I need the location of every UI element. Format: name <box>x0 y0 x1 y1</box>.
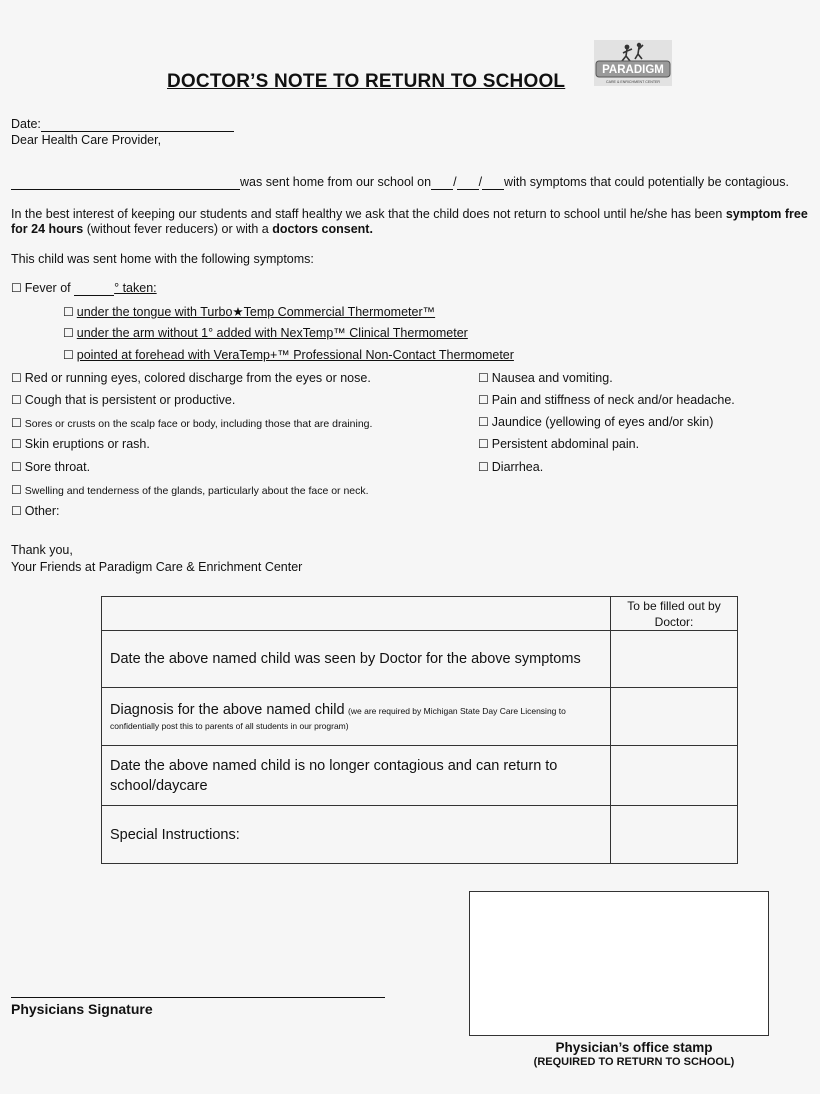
row-input-return-date[interactable] <box>611 746 738 806</box>
symptom-checkbox[interactable]: ☐ <box>478 371 489 385</box>
fever-option-checkbox[interactable]: ☐ <box>63 326 74 340</box>
symptom-item <box>478 460 543 474</box>
diagnosis-label: Diagnosis for the above named child <box>110 701 345 718</box>
year-blank[interactable] <box>482 175 504 190</box>
table-header-blank <box>102 597 611 631</box>
table-header-note: To be filled out by Doctor: <box>611 597 738 631</box>
symptom-checkbox[interactable]: ☐ <box>11 460 22 474</box>
symptom-item <box>478 393 735 407</box>
symptom-label: Cough that is persistent or productive. <box>24 393 236 407</box>
symptom-item <box>11 393 235 407</box>
sent-home-line <box>11 175 789 190</box>
symptom-item <box>11 460 90 474</box>
symptoms-text: with symptoms that could potentially be contagious. <box>504 175 789 189</box>
fever-option-label: under the arm without 1° added with NexTemp™ Clinical Thermometer <box>76 326 468 340</box>
symptom-label: Jaundice (yellowing of eyes and/or skin) <box>491 415 714 429</box>
symptom-item <box>11 371 371 385</box>
table-row <box>102 688 738 746</box>
fever-option-checkbox[interactable]: ☐ <box>63 305 74 319</box>
policy-text-mid: (without fever reducers) or with a <box>83 222 273 236</box>
closing-from: Your Friends at Paradigm Care & Enrichment Center <box>11 560 303 574</box>
symptom-item <box>11 483 369 497</box>
symptom-label: Red or running eyes, colored discharge from the eyes or nose. <box>24 371 371 385</box>
logo-wordmark: PARADIGM <box>602 64 664 76</box>
fever-checkbox[interactable]: ☐ <box>11 281 22 295</box>
table-header-row <box>102 597 738 631</box>
stamp-label: Physician’s office stamp <box>555 1040 713 1055</box>
symptom-checkbox[interactable]: ☐ <box>11 483 22 497</box>
symptom-label: Skin eruptions or rash. <box>24 437 150 451</box>
office-stamp-box[interactable] <box>469 891 769 1036</box>
month-blank[interactable] <box>431 175 453 190</box>
symptom-label: Swelling and tenderness of the glands, particularly about the face or neck. <box>24 485 369 497</box>
fever-option-label: pointed at forehead with VeraTemp+™ Professional Non-Contact Thermometer <box>76 348 514 362</box>
symptom-label: Sores or crusts on the scalp face or body, including those that are draining. <box>24 418 373 430</box>
row-input-date-seen[interactable] <box>611 631 738 688</box>
symptom-item-other <box>11 504 60 518</box>
salutation: Dear Health Care Provider, <box>11 133 162 147</box>
fever-option-arm <box>63 326 468 340</box>
policy-paragraph <box>11 207 816 237</box>
signature-label: Physicians Signature <box>11 1001 153 1017</box>
row-label-date-seen: Date the above named child was seen by Doctor for the above symptoms <box>102 631 611 688</box>
logo-subtext: CARE & ENRICHMENT CENTER <box>605 80 661 84</box>
symptoms-intro: This child was sent home with the following symptoms: <box>11 252 314 266</box>
fever-option-checkbox[interactable]: ☐ <box>63 348 74 362</box>
symptom-checkbox[interactable]: ☐ <box>478 460 489 474</box>
row-input-special[interactable] <box>611 806 738 864</box>
symptom-item <box>11 416 372 430</box>
doctor-table <box>101 596 738 864</box>
symptom-checkbox[interactable]: ☐ <box>478 415 489 429</box>
symptom-label: Diarrhea. <box>491 460 544 474</box>
policy-bold-free: free for 24 hours <box>11 207 808 236</box>
child-name-blank[interactable] <box>11 175 240 190</box>
date-sep-1: / <box>453 175 457 189</box>
symptom-item <box>11 437 150 451</box>
symptom-checkbox[interactable]: ☐ <box>11 504 22 518</box>
date-sep-2: / <box>478 175 483 189</box>
sent-home-text: was sent home from our school on <box>240 175 432 189</box>
day-blank[interactable] <box>457 175 479 190</box>
fever-label-start: Fever of <box>24 281 71 295</box>
diagnosis-note: (we are required by Michigan State Day Care Licensing to confidentially post this to parents of all students in our program) <box>110 705 566 731</box>
fever-row <box>11 281 157 296</box>
fever-option-forehead <box>63 348 514 362</box>
table-row <box>102 746 738 806</box>
stamp-note: (REQUIRED TO RETURN TO SCHOOL) <box>533 1056 735 1068</box>
symptom-checkbox[interactable]: ☐ <box>11 416 22 430</box>
fever-option-tongue <box>63 304 435 319</box>
table-row <box>102 806 738 864</box>
row-input-diagnosis[interactable] <box>611 688 738 746</box>
fever-temp-blank[interactable] <box>74 281 114 296</box>
policy-bold-consent: doctors consent. <box>272 222 373 236</box>
policy-bold-symptom: symptom <box>725 207 782 221</box>
symptom-label: Pain and stiffness of neck and/or headache. <box>491 393 735 407</box>
closing-thanks: Thank you, <box>11 543 73 557</box>
date-field <box>11 117 234 132</box>
symptom-checkbox[interactable]: ☐ <box>11 437 22 451</box>
row-label-diagnosis <box>102 688 611 746</box>
paradigm-logo <box>594 40 672 86</box>
fever-label-end: ° taken: <box>114 281 157 295</box>
signature-line[interactable] <box>11 997 385 998</box>
symptom-checkbox[interactable]: ☐ <box>478 437 489 451</box>
symptom-label: Sore throat. <box>24 460 91 474</box>
symptom-item <box>478 371 613 385</box>
fever-option-label: under the tongue with Turbo★Temp Commercial Thermometer™ <box>76 305 436 319</box>
page-title: DOCTOR’S NOTE TO RETURN TO SCHOOL <box>167 71 566 92</box>
symptom-checkbox[interactable]: ☐ <box>11 371 22 385</box>
date-label: Date: <box>11 117 41 131</box>
table-row <box>102 631 738 688</box>
symptom-checkbox[interactable]: ☐ <box>478 393 489 407</box>
row-label-special: Special Instructions: <box>102 806 611 864</box>
date-blank[interactable] <box>41 117 234 132</box>
symptom-label: Persistent abdominal pain. <box>491 437 640 451</box>
policy-text-start: In the best interest of keeping our students and staff healthy we ask that the child does not return to school until he/she has been <box>11 207 726 221</box>
symptom-checkbox[interactable]: ☐ <box>11 393 22 407</box>
symptom-item <box>478 415 713 429</box>
symptom-item <box>478 437 639 451</box>
symptom-label: Nausea and vomiting. <box>491 371 613 385</box>
symptom-label: Other: <box>24 504 60 518</box>
row-label-return-date: Date the above named child is no longer contagious and can return to school/daycare <box>102 746 611 806</box>
